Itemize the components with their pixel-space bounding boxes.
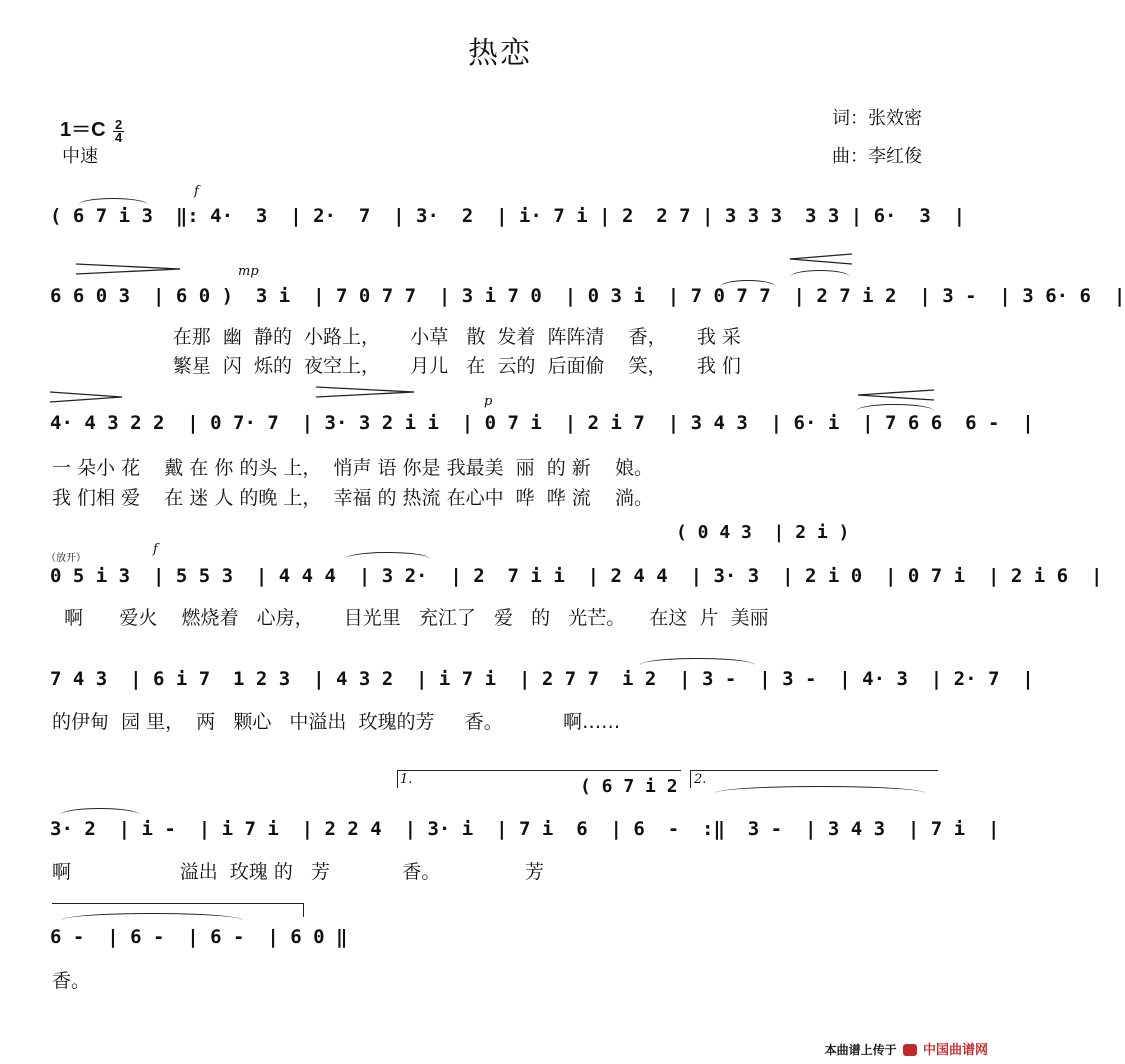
- key-text: 1＝C: [60, 119, 106, 141]
- lyrics-verse-2: 繁星 闪 烁的 夜空上， 月儿 在 云的 后面偷 笑， 我 们: [52, 355, 741, 377]
- second-ending-label: 2.: [694, 772, 707, 787]
- slur: [856, 404, 934, 411]
- time-sig-denominator: 4: [115, 130, 123, 145]
- dynamic-forte: f: [153, 542, 158, 557]
- dynamic-mezzo-piano: mp: [238, 264, 259, 279]
- tempo-marking: 中速: [62, 146, 98, 167]
- crescendo-hairpin: [858, 388, 934, 402]
- slur: [790, 270, 850, 277]
- lyrics-verse-1: 啊 爱火 燃烧着 心房， 目光里 充江了 爱 的 光芒。 在这 片 美丽: [52, 607, 769, 629]
- song-title: 热恋: [468, 36, 532, 71]
- first-ending-bracket: [397, 770, 681, 771]
- footer: [825, 1039, 988, 1058]
- dynamic-piano: p: [484, 394, 493, 409]
- lyrics-verse-1: 在那 幽 静的 小路上， 小草 散 发着 阵阵清 香， 我 采: [52, 326, 741, 348]
- first-ending-label: 1.: [400, 772, 413, 787]
- lyrics-verse-2: 我 们相 爱 在 迷 人 的晚 上， 幸福 的 热流 在心中 哗 哗 流 淌。: [52, 487, 653, 509]
- tie-line: [52, 903, 304, 904]
- footer-site-name: 中国曲谱网: [922, 1043, 988, 1058]
- lyrics-verse-1: 的伊甸 园 里， 两 颗心 中溢出 玫瑰的芳 香。 啊……: [52, 711, 621, 733]
- notes-system-5: 7 4 3 | 6 i 7 1 2 3 | 4 3 2 | i 7 i | 2 7 7 i 2 | 3 - | 3 - | 4· 3 | 2· 7 |: [50, 668, 1034, 690]
- second-ending-bracket: [690, 770, 938, 771]
- interlude-notes: ( 0 4 3 | 2 i ): [676, 522, 850, 543]
- lyricist-credit: 词：张效密: [832, 108, 922, 129]
- slur: [78, 198, 148, 205]
- crescendo-hairpin: [790, 252, 852, 266]
- footer-text: 本曲谱上传于: [824, 1043, 897, 1057]
- site-logo-icon: [903, 1044, 917, 1056]
- lyrics-verse-1: 一 朵小 花 戴 在 你 的头 上， 悄声 语 你是 我最美 丽 的 新 娘。: [52, 457, 653, 479]
- key-signature: [60, 113, 124, 144]
- composer-credit: 曲：李红俊: [832, 146, 922, 167]
- dynamic-forte: f: [194, 184, 199, 199]
- slur: [640, 658, 755, 665]
- slur: [715, 786, 925, 793]
- slur: [345, 552, 430, 559]
- release-annotation: （放开）: [46, 553, 86, 564]
- time-sig-numerator: 2: [115, 117, 123, 132]
- notes-system-3: 4· 4 3 2 2 | 0 7· 7 | 3· 3 2 i i | 0 7 i | 2 i 7 | 3 4 3 | 6· i | 7 6 6 6 - |: [50, 412, 1034, 434]
- lyrics-verse-1: 香。: [52, 970, 91, 992]
- slur: [62, 913, 242, 920]
- lyrics-verse-1: 啊 溢出 玫瑰 的 芳 香。 芳: [52, 861, 544, 883]
- notes-system-2: 6 6 0 3 | 6 0 ) 3 i | 7 0 7 7 | 3 i 7 0 | 0 3 i | 7 0 7 7 | 2 7 i 2 | 3 - | 3 6· 6 |: [50, 285, 1125, 307]
- notes-system-4: 0 5 i 3 | 5 5 3 | 4 4 4 | 3 2· | 2 7 i i | 2 4 4 | 3· 3 | 2 i 0 | 0 7 i | 2 i 6 |: [50, 565, 1103, 587]
- slur: [60, 808, 140, 815]
- transition-notes: ( 6 7 i 2: [580, 776, 678, 797]
- decrescendo-hairpin: [76, 262, 180, 276]
- notes-system-6: 3· 2 | i - | i 7 i | 2 2 4 | 3· i | 7 i 6 | 6 - :‖ 3 - | 3 4 3 | 7 i |: [50, 818, 1000, 840]
- notes-system-7: 6 - | 6 - | 6 - | 6 0 ‖: [50, 926, 348, 948]
- decrescendo-hairpin: [50, 390, 122, 404]
- time-signature: [113, 119, 124, 144]
- decrescendo-hairpin: [316, 385, 414, 399]
- notes-system-1: ( 6 7 i 3 ‖: 4· 3 | 2· 7 | 3· 2 | i· 7 i | 2 2 7 | 3 3 3 3 3 | 6· 3 |: [50, 205, 966, 227]
